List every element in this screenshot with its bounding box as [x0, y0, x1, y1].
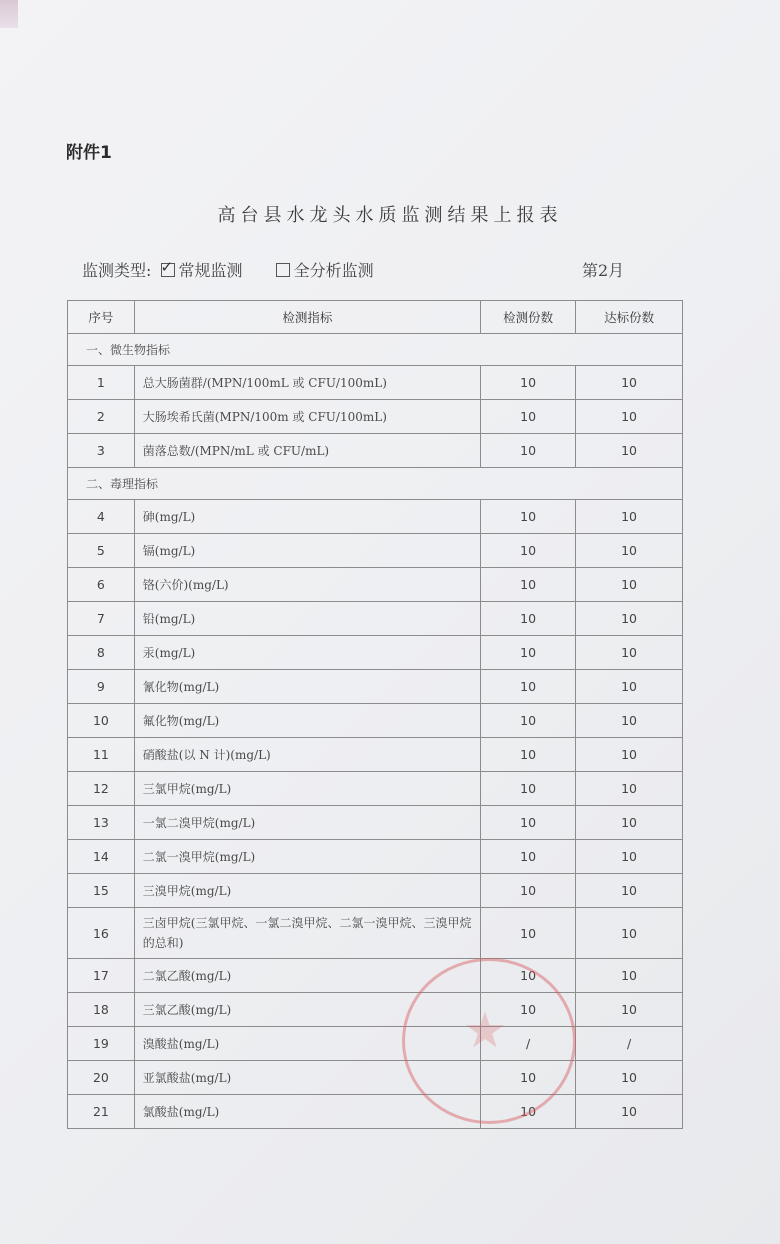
row-indicator: 三溴甲烷(mg/L) [134, 874, 480, 908]
row-passed: 10 [576, 670, 683, 704]
section-row [68, 334, 683, 366]
row-no: 8 [68, 636, 135, 670]
row-tested: 10 [481, 636, 576, 670]
row-indicator: 二氯乙酸(mg/L) [134, 959, 480, 993]
row-tested: 10 [481, 434, 576, 468]
row-passed: 10 [576, 993, 683, 1027]
row-no: 19 [68, 1027, 135, 1061]
row-tested: 10 [481, 366, 576, 400]
page-corner-mark [0, 0, 18, 28]
row-indicator: 亚氯酸盐(mg/L) [134, 1061, 480, 1095]
table-row [68, 500, 683, 534]
full-analysis-label: 全分析监测 [293, 261, 374, 280]
monitor-type-line [82, 258, 378, 281]
row-indicator: 三卤甲烷(三氯甲烷、一氯二溴甲烷、二氯一溴甲烷、三溴甲烷的总和) [134, 908, 480, 959]
row-indicator: 总大肠菌群/(MPN/100mL 或 CFU/100mL) [134, 366, 480, 400]
row-no: 13 [68, 806, 135, 840]
row-indicator: 氰化物(mg/L) [134, 670, 480, 704]
row-passed: 10 [576, 636, 683, 670]
row-tested: 10 [481, 772, 576, 806]
row-passed: 10 [576, 959, 683, 993]
table-row [68, 704, 683, 738]
row-tested: 10 [481, 400, 576, 434]
table-row [68, 400, 683, 434]
row-passed: 10 [576, 874, 683, 908]
row-indicator: 大肠埃希氏菌(MPN/100m 或 CFU/100mL) [134, 400, 480, 434]
row-no: 7 [68, 602, 135, 636]
table-row [68, 602, 683, 636]
row-no: 1 [68, 366, 135, 400]
row-passed: 10 [576, 1095, 683, 1129]
table-row [68, 534, 683, 568]
table-header-row [68, 301, 683, 334]
row-passed: 10 [576, 1061, 683, 1095]
table-row [68, 568, 683, 602]
row-passed: 10 [576, 806, 683, 840]
header-indicator: 检测指标 [134, 301, 480, 334]
row-indicator: 铅(mg/L) [134, 602, 480, 636]
row-tested: 10 [481, 568, 576, 602]
row-passed: 10 [576, 602, 683, 636]
table-row [68, 908, 683, 959]
row-indicator: 砷(mg/L) [134, 500, 480, 534]
row-indicator: 氯酸盐(mg/L) [134, 1095, 480, 1129]
row-passed: 10 [576, 400, 683, 434]
section-row [68, 468, 683, 500]
row-indicator: 镉(mg/L) [134, 534, 480, 568]
routine-label: 常规监测 [178, 261, 243, 280]
header-tested: 检测份数 [481, 301, 576, 334]
table-row [68, 1061, 683, 1095]
results-table [67, 300, 683, 1129]
row-passed: / [576, 1027, 683, 1061]
row-no: 16 [68, 908, 135, 959]
row-no: 18 [68, 993, 135, 1027]
row-passed: 10 [576, 908, 683, 959]
row-passed: 10 [576, 840, 683, 874]
row-indicator: 一氯二溴甲烷(mg/L) [134, 806, 480, 840]
table-row [68, 670, 683, 704]
table-row [68, 434, 683, 468]
row-no: 5 [68, 534, 135, 568]
row-no: 12 [68, 772, 135, 806]
section-title: 一、微生物指标 [68, 334, 683, 366]
row-no: 10 [68, 704, 135, 738]
row-no: 2 [68, 400, 135, 434]
section-title: 二、毒理指标 [68, 468, 683, 500]
row-indicator: 菌落总数/(MPN/mL 或 CFU/mL) [134, 434, 480, 468]
row-no: 21 [68, 1095, 135, 1129]
row-passed: 10 [576, 568, 683, 602]
row-no: 17 [68, 959, 135, 993]
row-tested: 10 [481, 908, 576, 959]
table-row [68, 772, 683, 806]
monitor-type-label: 监测类型: [82, 261, 152, 280]
table-row [68, 959, 683, 993]
row-tested: 10 [481, 534, 576, 568]
attachment-label: 附件1 [66, 143, 112, 163]
header-no: 序号 [68, 301, 135, 334]
routine-checkbox [161, 263, 175, 277]
document-title: 高台县水龙头水质监测结果上报表 [217, 205, 563, 226]
row-tested: 10 [481, 806, 576, 840]
row-no: 15 [68, 874, 135, 908]
row-tested: 10 [481, 840, 576, 874]
row-indicator: 二氯一溴甲烷(mg/L) [134, 840, 480, 874]
row-no: 14 [68, 840, 135, 874]
row-tested: 10 [481, 1061, 576, 1095]
row-no: 9 [68, 670, 135, 704]
row-tested: 10 [481, 959, 576, 993]
row-no: 6 [68, 568, 135, 602]
row-tested: 10 [481, 1095, 576, 1129]
row-indicator: 三氯甲烷(mg/L) [134, 772, 480, 806]
month-label: 第2月 [582, 261, 625, 280]
row-tested: 10 [481, 874, 576, 908]
row-tested: 10 [481, 670, 576, 704]
row-tested: 10 [481, 602, 576, 636]
row-tested: 10 [481, 704, 576, 738]
header-passed: 达标份数 [576, 301, 683, 334]
row-tested: / [481, 1027, 576, 1061]
row-passed: 10 [576, 434, 683, 468]
row-tested: 10 [481, 738, 576, 772]
row-passed: 10 [576, 500, 683, 534]
row-indicator: 汞(mg/L) [134, 636, 480, 670]
row-indicator: 铬(六价)(mg/L) [134, 568, 480, 602]
table-row [68, 1095, 683, 1129]
row-no: 3 [68, 434, 135, 468]
row-indicator: 溴酸盐(mg/L) [134, 1027, 480, 1061]
row-no: 11 [68, 738, 135, 772]
row-passed: 10 [576, 366, 683, 400]
table-row [68, 806, 683, 840]
row-indicator: 三氯乙酸(mg/L) [134, 993, 480, 1027]
table-row [68, 636, 683, 670]
row-tested: 10 [481, 500, 576, 534]
row-passed: 10 [576, 704, 683, 738]
row-passed: 10 [576, 534, 683, 568]
row-tested: 10 [481, 993, 576, 1027]
row-passed: 10 [576, 738, 683, 772]
row-no: 4 [68, 500, 135, 534]
row-no: 20 [68, 1061, 135, 1095]
table-row [68, 1027, 683, 1061]
row-passed: 10 [576, 772, 683, 806]
table-row [68, 874, 683, 908]
row-indicator: 氟化物(mg/L) [134, 704, 480, 738]
full-analysis-checkbox [276, 263, 290, 277]
table-row [68, 738, 683, 772]
table-row [68, 366, 683, 400]
table-row [68, 840, 683, 874]
table-row [68, 993, 683, 1027]
row-indicator: 硝酸盐(以 N 计)(mg/L) [134, 738, 480, 772]
